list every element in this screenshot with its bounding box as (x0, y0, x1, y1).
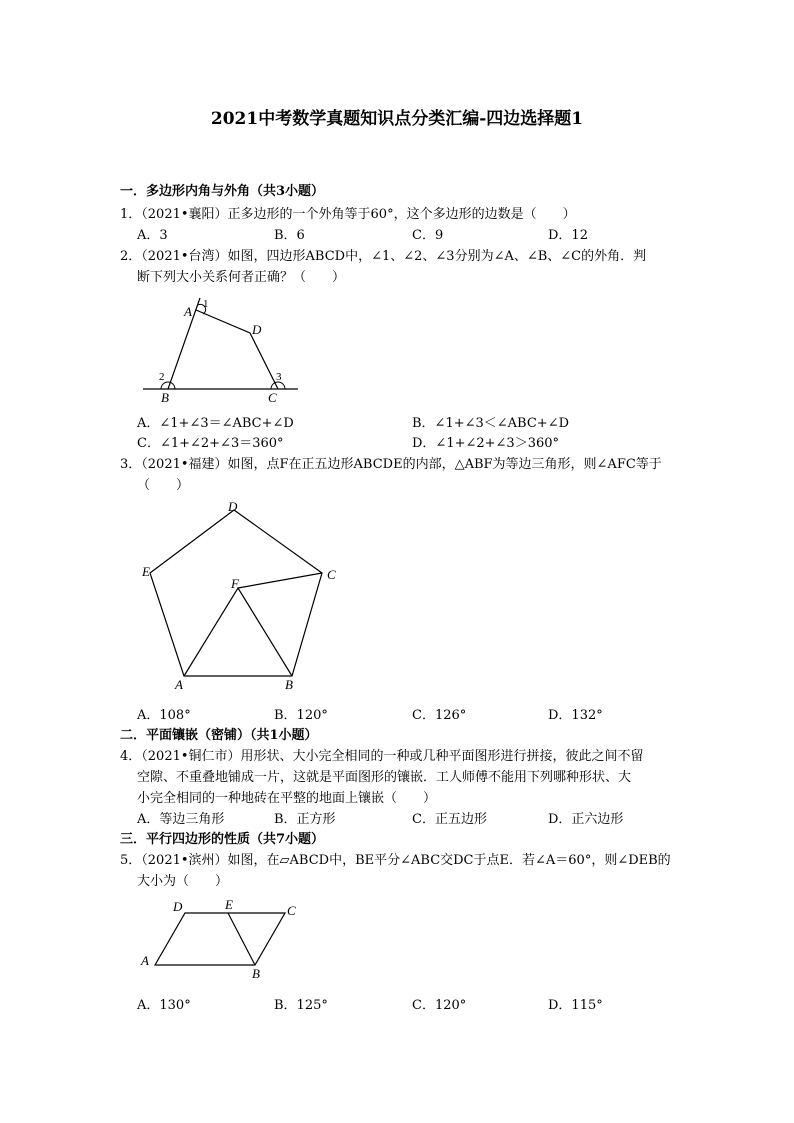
option-d: D．12 (548, 228, 588, 243)
question-text: 小完全相同的一种地砖在平整的地面上镶嵌（ ） (137, 791, 437, 806)
vertex-a-label: A (184, 304, 192, 319)
vertex-f-label: F (231, 576, 239, 591)
option-a: A．108° (137, 708, 191, 723)
parallelogram-figure (135, 895, 310, 985)
vertex-d-label: D (252, 322, 262, 337)
vertex-c-label: C (327, 567, 336, 582)
option-b: B．6 (274, 228, 305, 243)
option-a: A．等边三角形 (137, 812, 225, 827)
section-heading: 三．平行四边形的性质（共7小题） (120, 832, 325, 847)
question-text: 3．（2021•福建）如图，点F在正五边形ABCDE的内部，△ABF为等边三角形，则∠AFC等于 (120, 457, 662, 472)
question-text: 1．（2021•襄阳）正多边形的一个外角等于60°，这个多边形的边数是（ ） (120, 207, 576, 222)
question-text: 4．（2021•铜仁市）用形状、大小完全相同的一种或几种平面图形进行拼接，彼此之间不留 (120, 749, 644, 764)
option-c: C．9 (412, 228, 444, 243)
vertex-c-label: C (268, 390, 277, 405)
section-heading: 一．多边形内角与外角（共3小题） (120, 184, 325, 199)
vertex-a-label: A (141, 953, 149, 968)
question-text: 断下列大小关系何者正确？（ ） (137, 270, 346, 285)
question-text: 5．（2021•滨州）如图，在▱ABCD中，BE平分∠ABC交DC于点E．若∠A＝60°，则∠DEB的 (120, 853, 671, 868)
option-d: D．∠1+∠2+∠3＞360° (412, 436, 560, 451)
vertex-a-label: A (175, 677, 183, 692)
question-text: （ ） (137, 478, 190, 493)
angle-2-label: 2 (159, 371, 165, 383)
section-heading: 二．平面镶嵌（密铺）（共1小题） (120, 728, 318, 743)
option-c: C．∠1+∠2+∠3＝360° (137, 436, 284, 451)
angle-3-label: 3 (276, 371, 282, 383)
option-d: D．正六边形 (548, 812, 624, 827)
option-a: A．130° (137, 998, 191, 1013)
page-title: 2021中考数学真题知识点分类汇编-四边选择题1 (210, 109, 584, 129)
vertex-b-label: B (252, 966, 260, 981)
option-c: C．126° (412, 708, 467, 723)
question-text: 2．（2021•台湾）如图，四边形ABCD中，∠1、∠2、∠3分别为∠A、∠B、∠C的外角．判 (120, 249, 647, 264)
vertex-e-label: E (225, 897, 233, 912)
vertex-d-label: D (228, 499, 238, 514)
option-b: B．120° (274, 708, 328, 723)
option-b: B．125° (274, 998, 328, 1013)
option-d: D．115° (548, 998, 603, 1013)
pentagon-figure (130, 498, 350, 698)
option-a: A．3 (137, 228, 168, 243)
option-c: C．120° (412, 998, 467, 1013)
option-b: B．正方形 (274, 812, 336, 827)
quadrilateral-figure (130, 288, 310, 408)
option-a: A．∠1+∠3＝∠ABC+∠D (137, 416, 294, 431)
option-c: C．正五边形 (412, 812, 487, 827)
vertex-d-label: D (173, 899, 183, 914)
option-d: D．132° (548, 708, 603, 723)
vertex-b-label: B (161, 390, 169, 405)
question-text: 大小为（ ） (137, 874, 229, 889)
question-text: 空隙、不重叠地铺成一片，这就是平面图形的镶嵌．工人师傅不能用下列哪种形状、大 (137, 770, 632, 785)
angle-1-label: 1 (203, 298, 209, 310)
vertex-c-label: C (287, 903, 296, 918)
vertex-b-label: B (285, 677, 293, 692)
option-b: B．∠1+∠3＜∠ABC+∠D (412, 416, 570, 431)
vertex-e-label: E (142, 564, 150, 579)
